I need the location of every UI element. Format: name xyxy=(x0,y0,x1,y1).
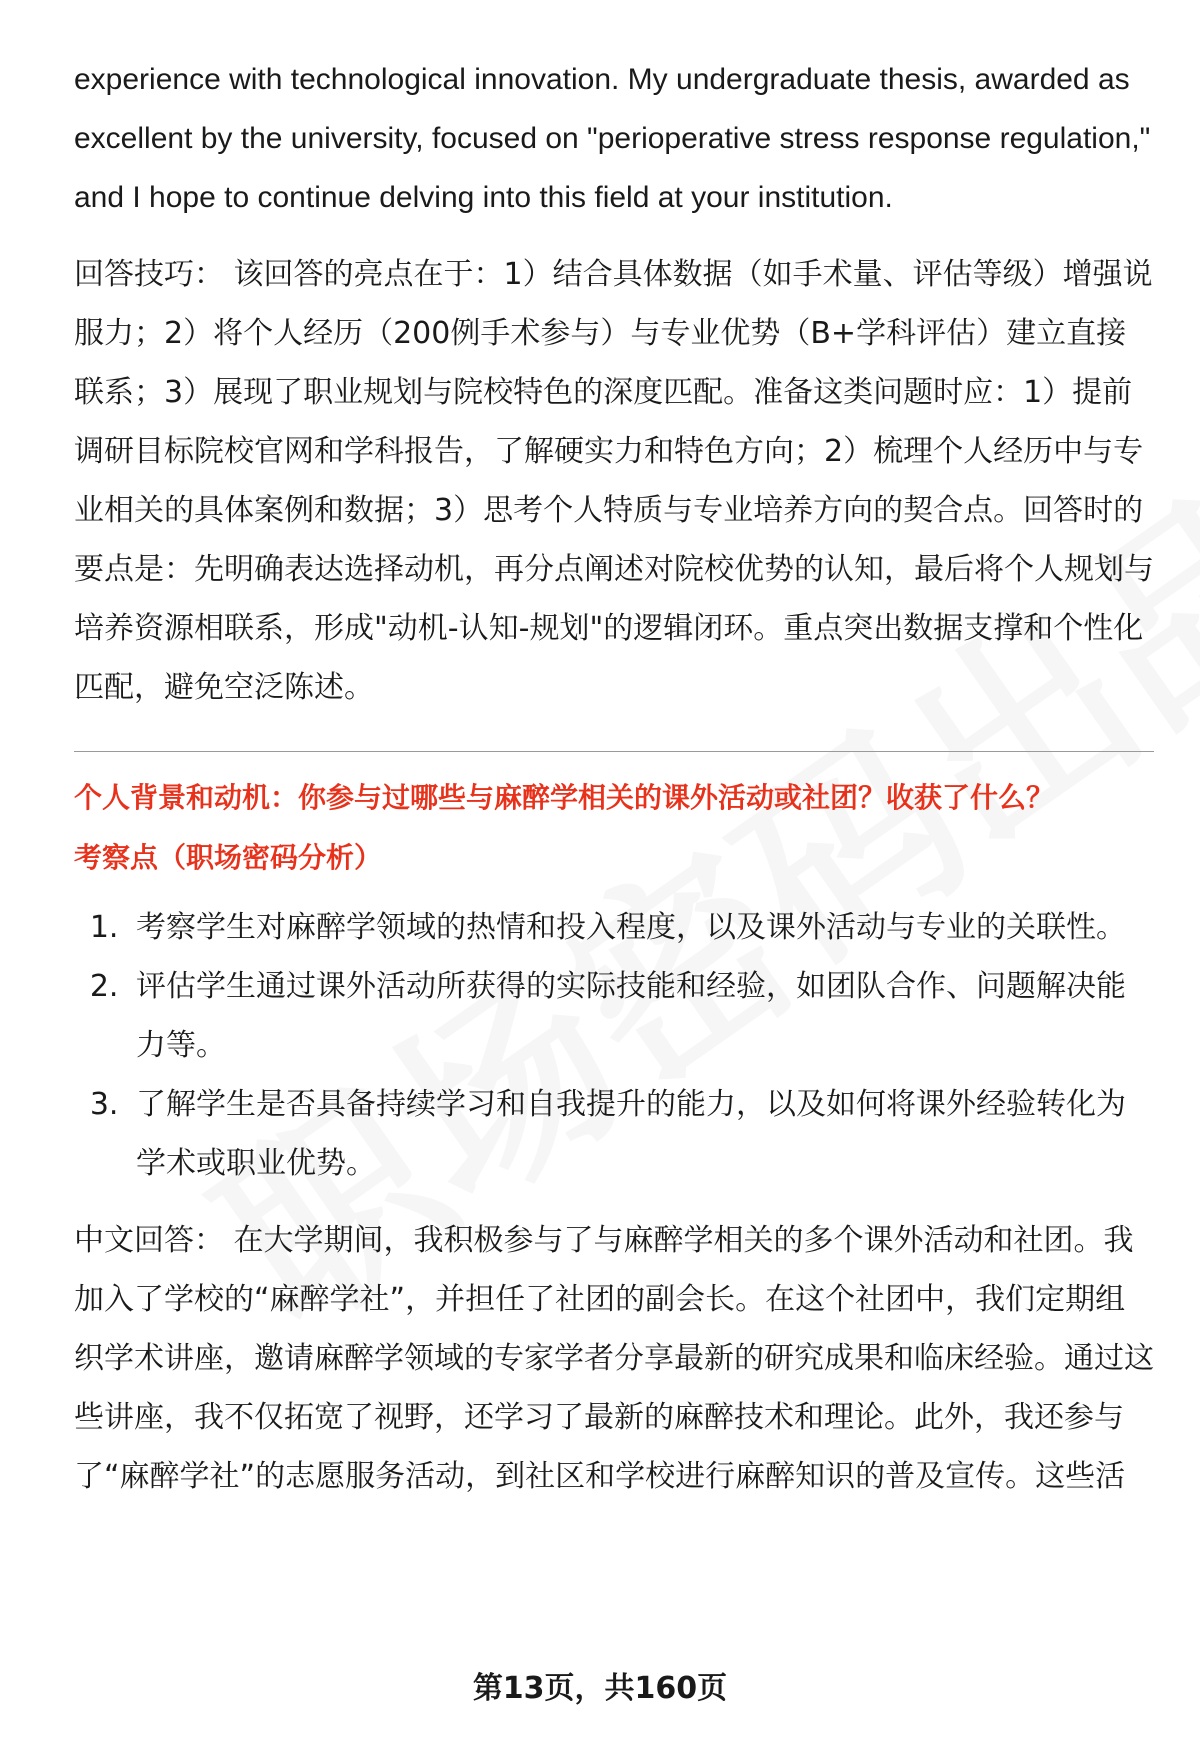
question-title: 个人背景和动机：你参与过哪些与麻醉学相关的课外活动或社团？收获了什么？ xyxy=(74,781,1055,814)
list-item: 1. 考察学生对麻醉学领域的热情和投入程度，以及课外活动与专业的关联性。 xyxy=(128,898,1154,957)
section-divider xyxy=(74,751,1154,752)
tips-paragraph: 回答技巧： 该回答的亮点在于：1）结合具体数据（如手术量、评估等级）增强说服力；2）将个人经历（200例手术参与）与专业优势（B+学科评估）建立直接联系；3）展现了职业规划与院校特色的深度匹配。准备这类问题时应：1）提前调研目标院校官网和学科报告，了解硬实力和特色方向；2）梳理个人经历中与专业相关的具体案例和数据；3）思考个人特质与专业培养方向的契合点。回答时的要点是：先明确表达选择动机，再分点阐述对院校优势的认知，最后将个人规划与培养资源相联系，形成"动机-认知-规划"的逻辑闭环。重点突出数据支撑和个性化匹配，避免空泛陈述。 xyxy=(74,257,1154,705)
document-page xyxy=(74,50,1154,1506)
answer-paragraph: 中文回答： 在大学期间，我积极参与了与麻醉学相关的多个课外活动和社团。我加入了学校的“麻醉学社”，并担任了社团的副会长。在这个社团中，我们定期组织学术讲座，邀请麻醉学领域的专家学者分享最新的研究成果和临床经验。通过这些讲座，我不仅拓宽了视野，还学习了最新的麻醉技术和理论。此外，我还参与了“麻醉学社”的志愿服务活动，到社区和学校进行麻醉知识的普及宣传。这些活 xyxy=(74,1223,1154,1494)
list-item: 2. 评估学生通过课外活动所获得的实际技能和经验，如团队合作、问题解决能力等。 xyxy=(128,957,1154,1075)
points-title: 考察点（职场密码分析） xyxy=(74,841,383,874)
page-footer: 第13页，共160页 xyxy=(472,1671,728,1706)
intro-paragraph: experience with technological innovation. My undergraduate thesis, awarded as excellent by the university, focused on "perioperative stress response regulation," and I hope to continue delving into this field at your institution. xyxy=(74,63,1151,214)
points-list xyxy=(74,898,1154,1193)
list-item: 3. 了解学生是否具备持续学习和自我提升的能力，以及如何将课外经验转化为学术或职业优势。 xyxy=(128,1075,1154,1193)
